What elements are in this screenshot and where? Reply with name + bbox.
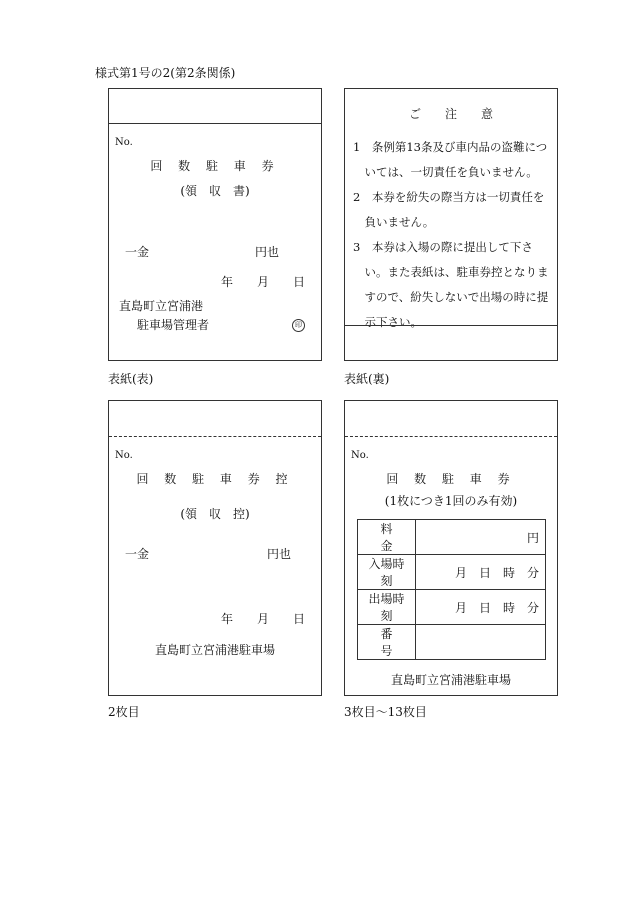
stub-amount-prefix: 一金 [125, 547, 150, 561]
table-row [358, 555, 546, 590]
note-2-line2: 負いません。 [364, 215, 435, 229]
fee-label: 料 金 [358, 520, 416, 555]
cover-front-amount-prefix: 一金 [125, 245, 150, 259]
stub-amount-suffix: 円也 [267, 547, 292, 561]
fee-value: 円 [416, 520, 546, 555]
entry-time-value: 月 日 時 分 [416, 555, 546, 590]
exit-time-value: 月 日 時 分 [416, 590, 546, 625]
cover-front-amount-suffix: 円也 [255, 245, 280, 259]
cover-back-caption: 表紙(裏) [344, 372, 390, 386]
ticket-fields-table [357, 519, 546, 660]
note-3-line4: 示下さい。 [364, 315, 422, 329]
stub-no: No. [115, 450, 133, 461]
number-value [416, 625, 546, 660]
ticket-subtitle: (1枚につき1回のみ有効) [384, 494, 518, 508]
stub-subtitle: (領 収 控) [180, 507, 250, 521]
note-3-num: 3 [353, 240, 361, 254]
form-title: 様式第1号の2(第2条関係) [95, 66, 236, 80]
note-2-line1: 本券を紛失の際当方は一切責任を [371, 190, 545, 204]
cover-back-note-1 [353, 135, 553, 185]
number-label: 番 号 [358, 625, 416, 660]
ticket-title: 回 数 駐 車 券 [386, 472, 516, 486]
cover-front-date: 年 月 日 [221, 275, 306, 289]
cover-back-divider [345, 325, 557, 326]
stub-panel [108, 400, 322, 696]
ticket-issuer: 直島町立宮浦港駐車場 [390, 673, 511, 687]
stub-caption: 2枚目 [108, 705, 140, 719]
note-3-line2: い。また表紙は、駐車券控となりま [364, 265, 549, 279]
cover-front-panel [108, 88, 322, 361]
note-1-line1: 条例第13条及び車内品の盗難につ [371, 140, 548, 154]
cover-front-subtitle: (領 収 書) [180, 184, 250, 198]
cover-front-issuer-line2: 駐車場管理者 [137, 318, 210, 332]
note-3-line3: すので、紛失しないで出場の時に提 [364, 290, 549, 304]
cover-back-panel [344, 88, 558, 361]
cover-front-divider [109, 123, 321, 124]
cover-back-heading: ご 注 意 [408, 107, 493, 121]
ticket-panel [344, 400, 558, 696]
stub-perforation [109, 436, 321, 437]
note-2-num: 2 [353, 190, 361, 204]
note-3-line1: 本券は入場の際に提出して下さ [371, 240, 533, 254]
note-1-num: 1 [353, 140, 361, 154]
table-row [358, 590, 546, 625]
cover-back-note-3 [353, 235, 553, 335]
stub-issuer: 直島町立宮浦港駐車場 [154, 643, 275, 657]
ticket-no: No. [351, 450, 369, 461]
cover-front-title: 回 数 駐 車 券 [150, 159, 280, 173]
ticket-caption: 3枚目～13枚目 [344, 705, 427, 719]
cover-front-issuer-line1: 直島町立宮浦港 [119, 299, 204, 313]
cover-back-note-2 [353, 185, 553, 235]
entry-time-label: 入場時刻 [358, 555, 416, 590]
cover-front-caption: 表紙(表) [108, 372, 154, 386]
table-row [358, 625, 546, 660]
note-1-line2: いては、一切責任を負いません。 [364, 165, 538, 179]
exit-time-label: 出場時刻 [358, 590, 416, 625]
ticket-perforation [345, 436, 557, 437]
table-row [358, 520, 546, 555]
stub-date: 年 月 日 [221, 612, 306, 626]
cover-front-no: No. [115, 137, 133, 148]
stub-title: 回 数 駐 車 券 控 [136, 472, 294, 486]
seal-mark: 印 [292, 319, 305, 332]
